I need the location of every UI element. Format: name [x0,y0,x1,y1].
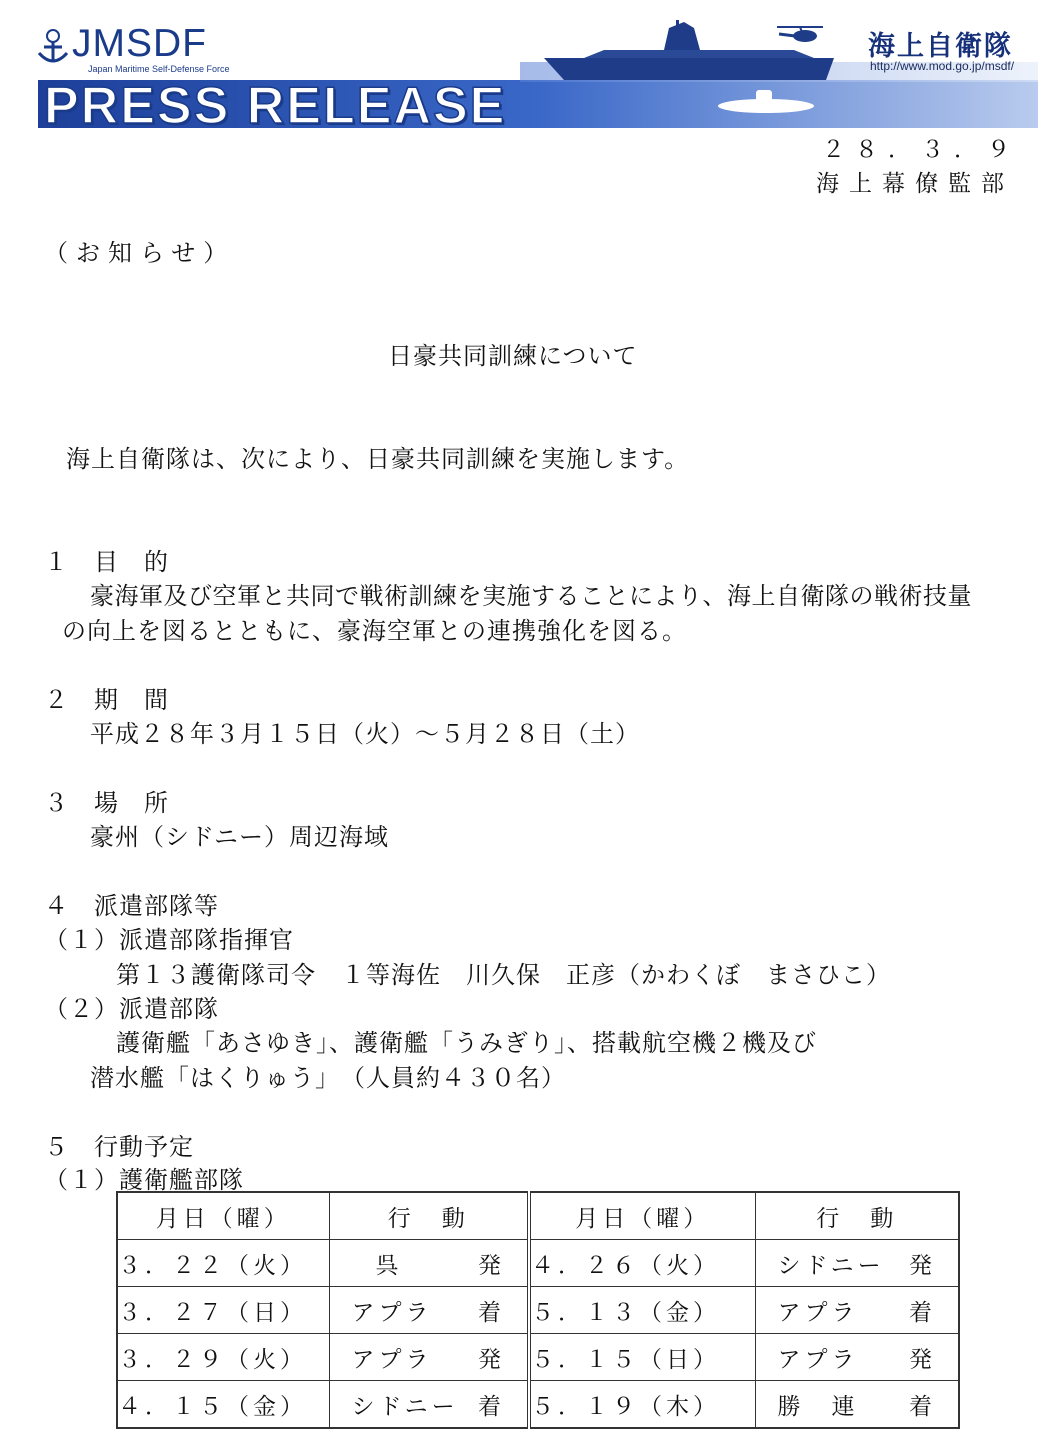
action: 着 [909,1393,936,1420]
action: 着 [909,1299,936,1326]
website-url[interactable]: http://www.mod.go.jp/msdf/ [870,59,1015,73]
anchor-emblem-icon [36,27,70,65]
action-cell [755,1240,959,1287]
section-period-heading: ２ 期 間 [44,686,169,714]
table-row [117,1381,959,1429]
place: アプラ [351,1346,433,1373]
column-header-date: 月日（曜） [117,1192,329,1240]
place: シドニー [351,1393,459,1420]
place: 呉 [375,1252,403,1279]
intro-text: 海上自衛隊は、次により、日豪共同訓練を実施します。 [66,445,690,473]
action-cell [755,1334,959,1381]
helicopter-icon [775,24,825,46]
table-row [117,1287,959,1334]
place: アプラ [777,1299,859,1326]
action-cell [755,1287,959,1334]
organization-name: 海上自衛隊 [868,31,1013,62]
forces-heading: （２）派遣部隊 [44,995,219,1023]
section-period-text: 平成２８年３月１５日（火）～５月２８日（土） [90,720,640,748]
date-cell: ５．１３（金） [529,1287,755,1334]
notice-label: （お知らせ） [44,239,236,267]
action-cell [329,1334,529,1381]
table-row [117,1334,959,1381]
section-purpose-heading: １ 目 的 [44,548,169,576]
commander-heading: （１）派遣部隊指揮官 [44,926,294,954]
date-cell: ５．１５（日） [529,1334,755,1381]
table-header-row [117,1192,959,1240]
forces-text-line1: 護衛艦「あさゆき」、護衛艦「うみぎり」、搭載航空機２機及び [116,1029,817,1057]
issuer: 海上幕僚監部 [816,171,1014,197]
date-cell: ３．２７（日） [117,1287,329,1334]
schedule-table [116,1191,960,1429]
action: 発 [478,1252,505,1279]
forces-text-line2: 潜水艦「はくりゅう」 （人員約４３０名） [90,1064,566,1092]
logo-subtitle: Japan Maritime Self-Defense Force [88,64,230,74]
section-schedule-heading: ５ 行動予定 [44,1133,194,1161]
submarine-icon [716,86,816,114]
date-cell: ４．２６（火） [529,1240,755,1287]
section-purpose-text-line1: 豪海軍及び空軍と共同で戦術訓練を実施することにより、海上自衛隊の戦術技量 [90,582,972,610]
column-header-date: 月日（曜） [529,1192,755,1240]
date-cell: ４．１５（金） [117,1381,329,1429]
commander-text: 第１３護衛隊司令 １等海佐 川久保 正彦（かわくぼ まさひこ） [116,961,891,989]
logo-text: JMSDF [72,22,207,65]
section-units-heading: ４ 派遣部隊等 [44,892,219,920]
place: アプラ [351,1299,433,1326]
action: 発 [909,1252,936,1279]
action-cell [329,1287,529,1334]
action: 着 [478,1299,505,1326]
action: 着 [478,1393,505,1420]
schedule-subheading: （１）護衛艦部隊 [44,1166,244,1194]
place: シドニー [777,1252,885,1279]
press-release-banner [0,0,1064,135]
section-purpose-text-line2: の向上を図るとともに、豪海空軍との連携強化を図る。 [62,617,687,645]
date-cell: ３．２９（火） [117,1334,329,1381]
date-cell: ５．１９（木） [529,1381,755,1429]
action: 発 [478,1346,505,1373]
place: 勝 連 [777,1393,859,1420]
page-title: 日豪共同訓練について [388,342,638,370]
section-place-text: 豪州（シドニー）周辺海域 [90,823,390,851]
action-cell [329,1381,529,1429]
column-header-action: 行 動 [329,1192,529,1240]
date-cell: ３．２２（火） [117,1240,329,1287]
action-cell [329,1240,529,1287]
column-header-action: 行 動 [755,1192,959,1240]
action: 発 [909,1346,936,1373]
press-release-title: PRESS RELEASE [44,77,507,135]
section-place-heading: ３ 場 所 [44,789,169,817]
place: アプラ [777,1346,859,1373]
action-cell [755,1381,959,1429]
release-date: ２８．３．９ [822,137,1020,163]
table-row [117,1240,959,1287]
